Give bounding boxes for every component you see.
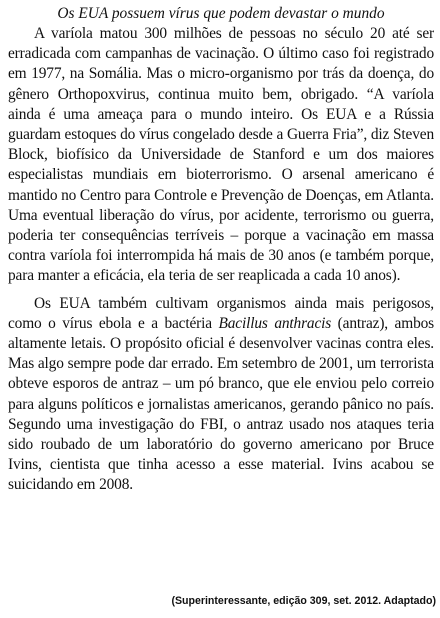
source-citation: (Superinteressante, edição 309, set. 2012. Adaptado)	[171, 595, 436, 607]
paragraph-2-text-start: Os EUA também cultivam organismos ainda mais perigosos, como o vírus ebola e a bactéria	[8, 294, 434, 332]
article-title: Os EUA possuem vírus que podem devastar o mundo	[57, 5, 385, 22]
article-paragraph-1: A varíola matou 300 milhões de pessoas no século 20 até ser erradicada com campanhas de vacinação. O último caso foi registrado em 1977, na Somália. Mas o micro-organismo por trás da doença, do gênero Orthopoxvirus, continua muito bem, obrigado. “A varíola ainda é uma ameaça para o mundo inteiro. Os EUA e a Rússia guardam estoques do vírus congelado desde a Guerra Fria”, diz Steven Block, biofísico da Universidade de Stanford e um dos maiores especialistas mundiais em bioterrorismo. O arsenal americano é mantido no Centro para Controle e Prevenção de Doenças, em Atlanta. Uma eventual liberação do vírus, por acidente, terrorismo ou guerra, poderia ter consequências terríveis – porque a vacinação em massa contra varíola foi interrompida há mais de 30 anos (e também porque, para manter a eficácia, ela teria de ser reaplicada a cada 10 anos).	[8, 25, 434, 285]
paragraph-2-text-end: (antraz), ambos altamente letais. O propósito oficial é desenvolver vacinas contra eles. Mas algo sempre pode dar errado. Em setembro de 2001, um terrorista obteve esporos de antraz – um pó branco, que ele enviou pelo correio para alguns políticos e jornalistas americanos, gerando pânico no país. Segundo uma investigação do FBI, o antraz usado nos ataques teria sido roubado de um laboratório do governo americano por Bruce Ivins, cientista que tinha acesso a esse material. Ivins acabou se suicidando em 2008.	[8, 314, 434, 494]
article-paragraph-2	[8, 294, 434, 496]
article	[8, 4, 434, 496]
species-name: Bacillus anthracis	[218, 314, 332, 332]
